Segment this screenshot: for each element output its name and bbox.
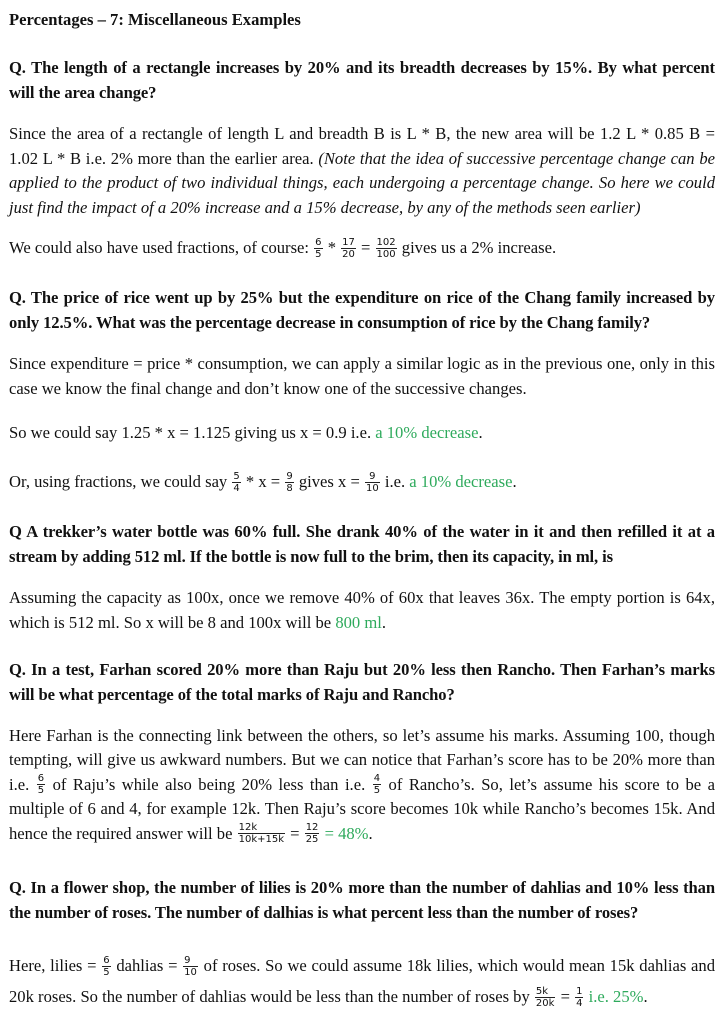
- question-1: Q. The length of a rectangle increases by 20% and its breadth decreases by 15%. By what percent will the area change?: [9, 58, 715, 102]
- numerator: 102: [376, 236, 396, 248]
- text: gives x =: [294, 472, 364, 491]
- fraction: [535, 986, 556, 1009]
- solution-1-text: [9, 122, 715, 220]
- text: .: [512, 472, 517, 491]
- answer-highlight: = 48%: [320, 823, 369, 843]
- fraction: [376, 237, 397, 260]
- numerator: 9: [365, 471, 380, 483]
- numerator: 1: [576, 985, 583, 997]
- operator: =: [286, 823, 304, 843]
- denominator: 5: [103, 966, 110, 978]
- fraction: [232, 471, 240, 494]
- denominator: 100: [376, 248, 396, 260]
- answer-highlight: 800 ml: [335, 612, 382, 632]
- text: of Rancho’s. So, let’s assume his score to be a multiple of 6 and 4, for example 12k. Then Raju’s score becomes 10k while Rancho’s becomes 15k. And hence the required answer will be: [9, 774, 715, 843]
- operator: =: [356, 238, 375, 257]
- text: Or, using fractions, we could say: [9, 472, 232, 491]
- text: i.e.: [380, 472, 410, 491]
- question-2: Q. The price of rice went up by 25% but the expenditure on rice of the Chang family increased by only 12.5%. What was the percentage decrease in consumption of rice by the Chang family?: [9, 288, 715, 332]
- question-3: Q A trekker’s water bottle was 60% full. She drank 40% of the water in it and then refilled it at a stream by adding 512 ml. If the bottle is now full to the brim, then its capacity, in ml, is: [9, 522, 715, 566]
- fraction: [305, 822, 320, 845]
- fraction: [373, 773, 381, 796]
- numerator: 6: [103, 954, 110, 966]
- numerator: 17: [342, 236, 355, 248]
- fraction: [575, 986, 583, 1009]
- denominator: 25: [305, 834, 319, 846]
- page-title: Percentages – 7: Miscellaneous Examples: [9, 10, 301, 29]
- text: .: [478, 423, 483, 442]
- solution-3-text: [9, 586, 715, 635]
- text: of roses. So we could assume 18k lilies, which would mean 15k dahlias and 20k roses. So the number of dahlias would be less than the number of roses by: [9, 956, 715, 1006]
- numerator: 9: [286, 470, 293, 482]
- fraction: [341, 237, 356, 260]
- text: Assuming the capacity as 100x, once we remove 40% of 60x that leaves 36x. The empty portion is 64x, which is 512 ml. So x will be 8 and 100x will be: [9, 588, 715, 632]
- solution-1-fractions: [9, 236, 715, 261]
- text: dahlias =: [111, 956, 183, 975]
- denominator: 4: [576, 997, 583, 1009]
- operator: =: [556, 987, 575, 1006]
- denominator: 4: [233, 482, 240, 494]
- text: Here, lilies =: [9, 956, 102, 975]
- numerator: 6: [315, 236, 322, 248]
- denominator: 10: [365, 482, 379, 494]
- fraction: [314, 237, 322, 260]
- solution-1-note: (Note that the idea of successive percentage change can be applied to the product of two individual things, each undergoing a percentage change. So here we could just find the impact of a 20% increase and a 15% decrease, by any of the methods seen earlier): [9, 148, 715, 217]
- fraction: [37, 773, 45, 796]
- answer-highlight: a 10% decrease: [409, 472, 513, 491]
- denominator: 8: [286, 482, 293, 494]
- fraction: [285, 471, 293, 494]
- numerator: 5k: [535, 986, 556, 998]
- text: .: [381, 612, 387, 632]
- solution-2-text: Since expenditure = price * consumption, we can apply a similar logic as in the previous one, only in this case we know the final change and don’t know one of the successive changes.: [9, 354, 715, 398]
- numerator: 4: [373, 773, 381, 785]
- denominator: 5: [37, 785, 45, 797]
- denominator: 20: [342, 248, 355, 260]
- question-5: Q. In a flower shop, the number of lilies is 20% more than the number of dahlias and 10% less than the number of roses. The number of dalhias is what percent less than the number of roses?: [9, 878, 715, 922]
- denominator: 5: [315, 248, 322, 260]
- answer-highlight: i.e. 25%: [584, 987, 644, 1006]
- text: * x =: [241, 472, 285, 491]
- numerator: 6: [37, 773, 45, 785]
- fraction: [102, 955, 110, 978]
- text: .: [368, 823, 373, 843]
- denominator: 5: [373, 785, 381, 797]
- fraction-intro: We could also have used fractions, of course:: [9, 238, 314, 257]
- operator: *: [323, 238, 341, 257]
- solution-5-text: [9, 950, 715, 1012]
- numerator: 5: [233, 470, 240, 482]
- solution-1-main: Since the area of a rectangle of length L and breadth B is L * B, the new area will be 1.2 L * 0.85 B = 1.02 L * B i.e. 2% more than the earlier area.: [9, 124, 715, 168]
- question-4: Q. In a test, Farhan scored 20% more than Raju but 20% less then Rancho. Then Farhan’s marks will be what percentage of the total marks of Raju and Rancho?: [9, 660, 715, 704]
- numerator: 12k: [238, 822, 285, 834]
- fraction: [365, 471, 380, 494]
- text: of Raju’s while also being 20% less than i.e.: [46, 774, 372, 794]
- text: Here Farhan is the connecting link between the others, so let’s assume his marks. Assuming 100, though tempting, will give us awkward numbers. But we can notice that Farhan’s score has to be 20% more than i.e.: [9, 726, 715, 794]
- numerator: 12: [305, 822, 319, 834]
- text: So we could say 1.25 * x = 1.125 giving us x = 0.9 i.e.: [9, 423, 376, 442]
- solution-2-decimal: [9, 421, 715, 446]
- denominator: 20k: [535, 997, 555, 1009]
- denominator: 10: [184, 966, 197, 978]
- answer-highlight: a 10% decrease: [375, 423, 479, 442]
- denominator: 10k+15k: [238, 834, 285, 846]
- fraction: [183, 955, 198, 978]
- fraction: [238, 822, 285, 845]
- text: .: [643, 987, 648, 1006]
- solution-2-fractions: [9, 470, 715, 495]
- numerator: 9: [183, 955, 198, 967]
- solution-4-text: [9, 724, 715, 846]
- fraction-conclusion: gives us a 2% increase.: [397, 238, 557, 257]
